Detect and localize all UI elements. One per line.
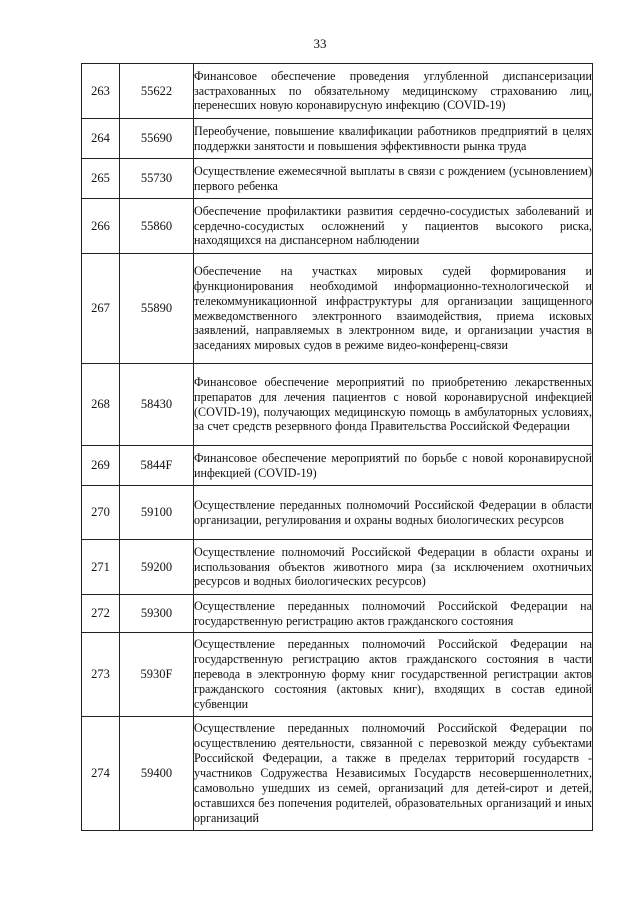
row-description-text: Финансовое обеспечение проведения углубленной диспансеризации застрахованных по обязательному медицинскому страхованию лиц, перенесших новую коронавирусную инфекцию (COVID-19) (194, 68, 592, 113)
row-code: 58430 (120, 364, 194, 446)
row-code: 59400 (120, 717, 194, 831)
row-code: 55622 (120, 64, 194, 119)
table-row (82, 486, 593, 540)
row-number: 273 (82, 633, 120, 717)
row-number: 266 (82, 199, 120, 254)
row-description (194, 254, 593, 364)
table-row (82, 119, 593, 159)
row-number: 270 (82, 486, 120, 540)
table-row (82, 633, 593, 717)
row-description-text: Осуществление переданных полномочий Российской Федерации в области организации, регулирования и охраны водных биологических ресурсов (194, 497, 592, 527)
row-description-text: Осуществление ежемесячной выплаты в связи с рождением (усыновлением) первого ребенка (194, 163, 592, 193)
table-row (82, 254, 593, 364)
budget-codes-table (81, 63, 593, 831)
table-row (82, 717, 593, 831)
row-code: 59200 (120, 540, 194, 595)
table-row (82, 364, 593, 446)
row-description (194, 159, 593, 199)
row-number: 265 (82, 159, 120, 199)
row-description (194, 595, 593, 633)
row-description (194, 540, 593, 595)
table-row (82, 540, 593, 595)
table-row (82, 64, 593, 119)
row-code: 59100 (120, 486, 194, 540)
row-number: 263 (82, 64, 120, 119)
page-number: 33 (313, 36, 327, 51)
row-description (194, 64, 593, 119)
row-description-text: Обеспечение профилактики развития сердечно-сосудистых заболеваний и сердечно-сосудистых осложнений у пациентов высокого риска, находящихся на диспансерном наблюдении (194, 203, 592, 248)
row-number: 271 (82, 540, 120, 595)
table-row (82, 446, 593, 486)
row-description-text: Осуществление переданных полномочий Российской Федерации на государственную регистрацию актов гражданского состояния в части перевода в электронную форму книг государственной регистрации актов гражданского состояния (актовых книг), входящих в состав единой субвенции (194, 637, 592, 711)
row-description (194, 446, 593, 486)
row-description (194, 486, 593, 540)
row-number: 269 (82, 446, 120, 486)
row-description (194, 717, 593, 831)
row-description-text: Осуществление переданных полномочий Российской Федерации на государственную регистрацию актов гражданского состояния (194, 598, 592, 628)
row-description-text: Переобучение, повышение квалификации работников предприятий в целях поддержки занятости и повышения эффективности рынка труда (194, 123, 592, 153)
table-row (82, 595, 593, 633)
row-number: 268 (82, 364, 120, 446)
row-description-text: Финансовое обеспечение мероприятий по борьбе с новой коронавирусной инфекцией (COVID-19) (194, 450, 592, 480)
row-code: 5930F (120, 633, 194, 717)
row-code: 55890 (120, 254, 194, 364)
table-row (82, 199, 593, 254)
row-number: 264 (82, 119, 120, 159)
row-code: 59300 (120, 595, 194, 633)
row-description (194, 199, 593, 254)
row-number: 274 (82, 717, 120, 831)
row-description (194, 364, 593, 446)
row-description-text: Обеспечение на участках мировых судей формирования и функционирования необходимой информационно-технологической и телекоммуникационной инфраструктуры для организации защищенного межведомственного электронного взаимодействия, приема исковых заявлений, направляемых в электронном виде, и организации участия в заседаниях мировых судов в режиме видео-конференц-связи (194, 263, 592, 353)
row-description-text: Финансовое обеспечение мероприятий по приобретению лекарственных препаратов для лечения пациентов с новой коронавирусной инфекцией (COVID-19), получающих медицинскую помощь в амбулаторных условиях, за счет средств резервного фонда Правительства Российской Федерации (194, 374, 592, 434)
table-row (82, 159, 593, 199)
row-code: 55860 (120, 199, 194, 254)
row-description-text: Осуществление переданных полномочий Российской Федерации по осуществлению деятельности, связанной с перевозкой между субъектами Российской Федерации, а также в пределах территорий государств - участников Содружества Независимых Государств несовершеннолетних, самовольно ушедших из семей, организаций для детей-сирот и детей, оставшихся без попечения родителей, образовательных организаций и иных организаций (194, 721, 592, 825)
row-description (194, 633, 593, 717)
row-code: 55690 (120, 119, 194, 159)
row-number: 272 (82, 595, 120, 633)
row-code: 55730 (120, 159, 194, 199)
row-number: 267 (82, 254, 120, 364)
row-description (194, 119, 593, 159)
row-code: 5844F (120, 446, 194, 486)
row-description-text: Осуществление полномочий Российской Федерации в области охраны и использования объектов животного мира (за исключением охотничьих ресурсов и водных биологических ресурсов) (194, 544, 592, 589)
